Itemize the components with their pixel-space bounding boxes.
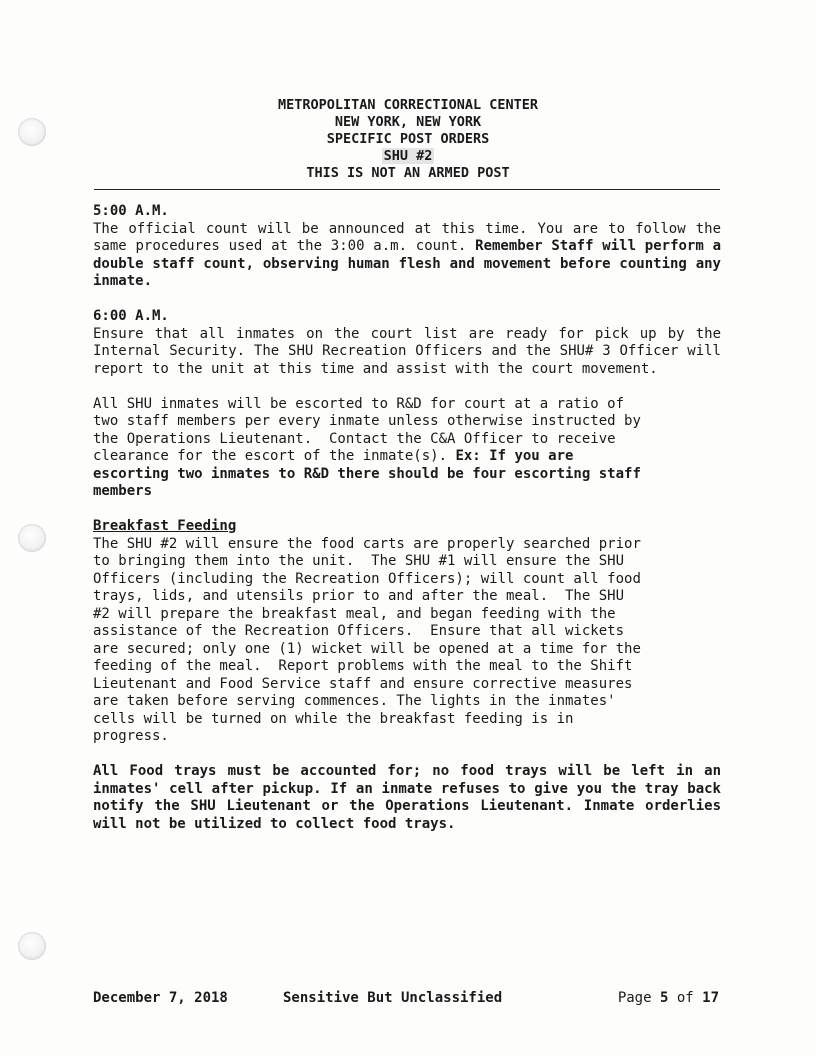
para2-line-1: All SHU inmates will be escorted to R&D for court at a ratio of [93,395,625,412]
breakfast-line: are taken before serving commences. The lights in the inmates' [93,693,616,709]
para2-bold-3: members [93,483,153,499]
header-divider [94,189,720,190]
breakfast-line: progress. [93,728,169,744]
breakfast-line: Officers (including the Recreation Officers); will count all food [93,570,641,587]
section-5am-text [93,221,721,291]
section-5am-bold: Remember Staff will perform a double staff count, observing human flesh and movement before counting any inmate. [93,238,721,289]
breakfast-line: cells will be turned on while the breakfast feeding is in [93,710,574,727]
breakfast-line: trays, lids, and utensils prior to and after the meal. The SHU [93,588,625,604]
page-total: 17 [702,990,719,1006]
page-footer [93,990,721,1008]
section-heading-breakfast: Breakfast Feeding [93,518,237,534]
breakfast-line: assistance of the Recreation Officers. Ensure that all wickets [93,623,625,639]
para2-line-4: clearance for the escort of the inmate(s). [93,448,456,464]
section-6am-para2 [93,396,721,501]
section-heading-5am: 5:00 A.M. [93,203,169,219]
header-post-name: SHU #2 [383,148,433,164]
breakfast-line: #2 will prepare the breakfast meal, and began feeding with the [93,605,616,622]
food-trays-notice [93,763,721,833]
para2-line-3: the Operations Lieutenant. Contact the C&A Officer to receive [93,430,616,447]
page-current: 5 [659,990,669,1006]
punch-hole-middle [18,524,46,552]
header-armed-status: THIS IS NOT AN ARMED POST [306,165,510,181]
header-location: NEW YORK, NEW YORK [334,114,482,130]
breakfast-line: are secured; only one (1) wicket will be opened at a time for the [93,640,641,657]
document-body [93,203,721,833]
header-doc-type: SPECIFIC POST ORDERS [326,131,490,147]
footer-page-number [618,990,719,1006]
para2-bold-2: escorting two inmates to R&D there should be four escorting staff [93,465,641,482]
breakfast-line: feeding of the meal. Report problems with the meal to the Shift [93,658,633,674]
breakfast-line: to bringing them into the unit. The SHU #1 will ensure the SHU [93,553,625,569]
food-trays-notice-text: All Food trays must be accounted for; no food trays will be left in an inmates' cell after pickup. If an inmate refuses to give you the tray back notify the SHU Lieutenant or the Operations Lieutenant. Inmate orderlies will not be utilized to collect food trays. [93,763,721,832]
breakfast-line: Lieutenant and Food Service staff and ensure corrective measures [93,675,633,692]
footer-classification: Sensitive But Unclassified [283,990,503,1006]
para2-line-2: two staff members per every inmate unless otherwise instructed by [93,413,641,429]
punch-hole-top [18,118,46,146]
para2-bold-1: Ex: If you are [455,448,574,464]
breakfast-paragraph [93,536,721,746]
punch-hole-bottom [18,932,46,960]
footer-date: December 7, 2018 [93,990,228,1006]
header-institution: METROPOLITAN CORRECTIONAL CENTER [277,97,539,113]
page-prefix: Page [617,990,660,1006]
section-heading-6am: 6:00 A.M. [93,308,169,324]
breakfast-line: The SHU #2 will ensure the food carts are properly searched prior [93,535,641,552]
document-header [96,97,720,182]
section-5am-plain: The official count will be announced at this time. You are to follow the same procedures used at the 3:00 a.m. count. [93,220,721,254]
section-6am-para1: Ensure that all inmates on the court list are ready for pick up by the Internal Security. The SHU Recreation Officers and the SHU# 3 Officer will report to the unit at this time and assist with the court movement. [93,325,721,377]
page-of: of [668,990,703,1006]
